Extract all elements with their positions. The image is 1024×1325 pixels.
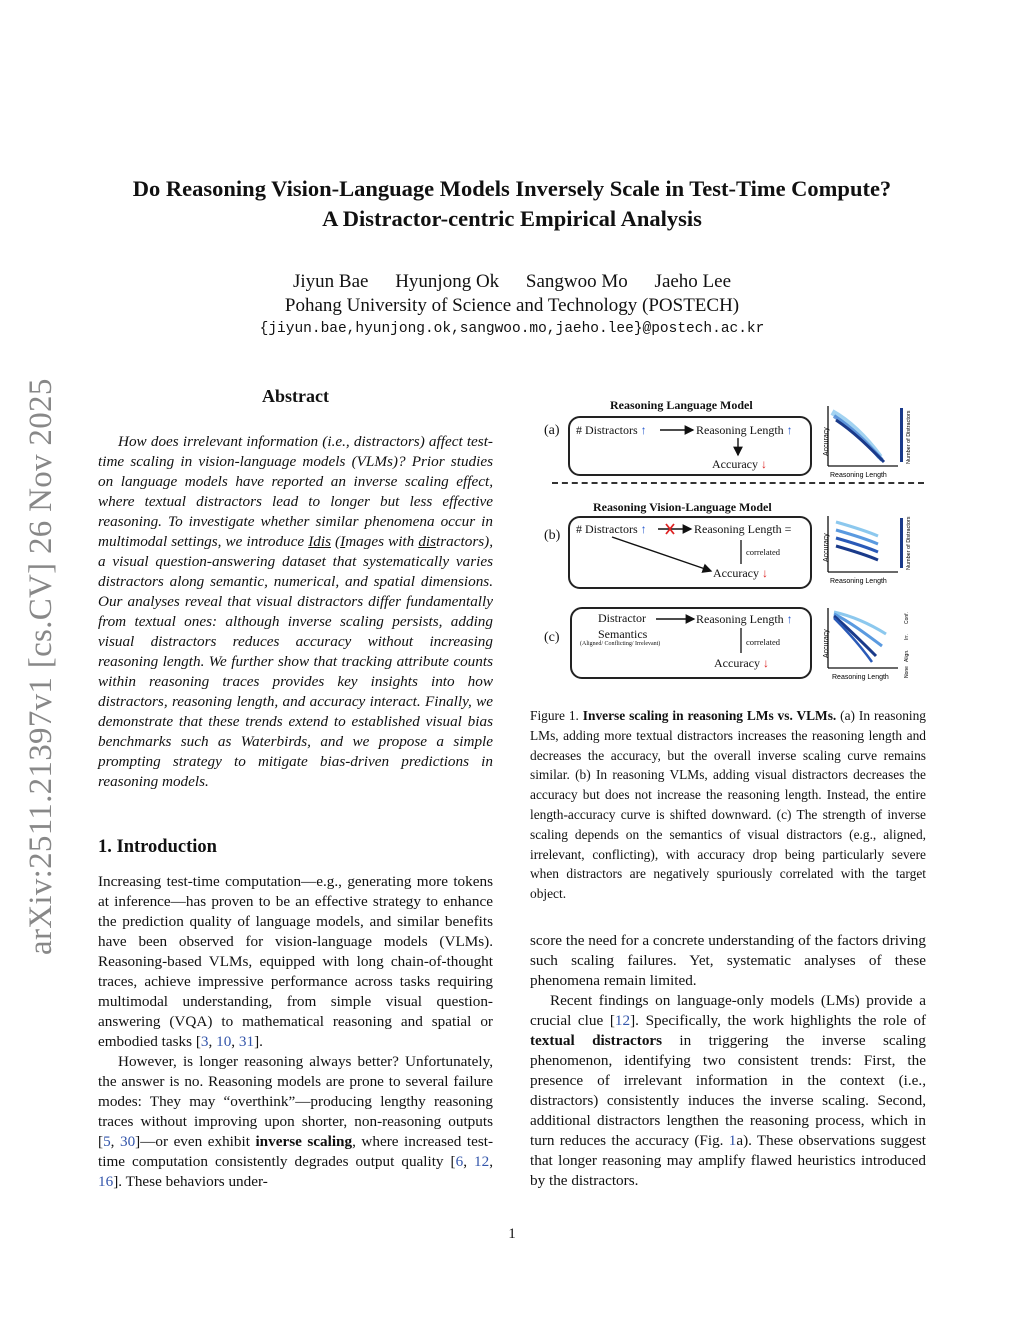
distractors-label: # Distractors bbox=[576, 423, 638, 437]
citation-link[interactable]: 16 bbox=[98, 1173, 114, 1190]
figure-1-caption: Figure 1. Inverse scaling in reasoning LMs vs. VLMs. (a) In reasoning LMs, adding more textual distractors increases the reasoning length and decreases the accuracy, but the overall inverse scaling curve remains similar. (b) In reasoning VLMs, adding visual distractors decreases the accuracy but does not increase the reasoning length. Instead, the entire length-accuracy curve is shifted downward. (c) The strength of inverse scaling depends on the semantics of visual distractors (e.g., aligned, irrelevant, conflicting), with accuracy drop being particularly severe when distractors are negatively spuriously correlated with the target object. bbox=[530, 708, 927, 902]
author-name: Sangwoo Mo bbox=[525, 271, 628, 292]
down-arrow-icon: ↓ bbox=[762, 656, 769, 670]
svg-text:None: None bbox=[904, 666, 910, 678]
author-emails: {jiyun.bae,hyunjong.ok,sangwoo.mo,jaeho.lee}@postech.ac.kr bbox=[259, 321, 765, 337]
page-number: 1 bbox=[508, 1226, 516, 1242]
up-arrow-icon: ↑ bbox=[786, 612, 793, 626]
plot-axis-label: Number of Distractors bbox=[906, 410, 912, 464]
distractor-label: Distractor bbox=[598, 611, 646, 625]
up-arrow-icon: ↑ bbox=[786, 423, 793, 437]
accuracy-label: Accuracy bbox=[712, 457, 758, 471]
citation-link[interactable]: 6 bbox=[455, 1153, 464, 1170]
up-arrow-icon: ↑ bbox=[640, 423, 647, 437]
arxiv-identifier: arXiv:2511.21397v1 [cs.CV] 26 Nov 2025 bbox=[23, 378, 59, 955]
svg-text:Irr.: Irr. bbox=[904, 634, 910, 640]
author-name: Jaeho Lee bbox=[654, 271, 732, 292]
affiliation: Pohang University of Science and Technology (POSTECH) bbox=[284, 295, 740, 316]
dataset-name: Idis bbox=[308, 533, 331, 550]
title-line-2: A Distractor-centric Empirical Analysis bbox=[322, 206, 702, 231]
up-arrow-icon: ↑ bbox=[640, 522, 647, 536]
svg-text:Reasoning Length: Reasoning Length bbox=[832, 674, 889, 681]
abstract-heading: Abstract bbox=[262, 386, 329, 406]
introduction-text bbox=[98, 872, 493, 1192]
arrow bbox=[612, 537, 711, 571]
right-paragraph-1: score the need for a concrete understanding of the factors driving such scaling failures. Yet, systematic analyses of these phenomena remain limited. bbox=[530, 932, 926, 989]
paper-title bbox=[60, 174, 964, 234]
citation-link[interactable]: 3 bbox=[200, 1033, 209, 1050]
citation-link[interactable]: 5 bbox=[103, 1133, 111, 1150]
mini-plot-b bbox=[820, 512, 916, 588]
right-column-text bbox=[530, 931, 926, 1191]
correlated-label: correlated bbox=[746, 547, 780, 557]
semantics-sublabel: (Aligned/ Conflicting/ Irrelevant) bbox=[580, 641, 661, 647]
mini-plot-c bbox=[820, 604, 916, 686]
intro-paragraph-1: Increasing test-time computation—e.g., generating more tokens at inference—has proven to be an effective strategy to enhance the prediction quality of language models, and similar benefits have been observed for vision-language models (VLMs). Reasoning-based VLMs, equipped with long chain-of-thought traces, achieve impressive performance across tasks requiring multimodal understanding, from simple visual question-answering (VQA) to mathematical reasoning and spatial or embodied tasks [3, 10, 31]. bbox=[98, 873, 493, 1050]
equals-sign: = bbox=[784, 522, 792, 536]
down-arrow-icon: ↓ bbox=[761, 566, 768, 580]
author-name: Hyunjong Ok bbox=[395, 271, 500, 292]
down-arrow-icon: ↓ bbox=[760, 457, 767, 471]
semantics-label: Semantics bbox=[598, 627, 648, 641]
citation-link[interactable]: 10 bbox=[216, 1033, 232, 1050]
figure-link[interactable]: 1 bbox=[728, 1132, 737, 1149]
abstract-text: How does irrelevant information (i.e., distractors) affect test-time scaling in vision-language models (VLMs)? Prior studies on language models have reported an inverse scaling effect, where textual distractors lead to longer but less effective reasoning. To investigate whether similar phenomena occur in multimodal settings, we introduce Idis (Images with distractors), a visual question-answering dataset that systematically varies distractors along semantic, numerical, and spatial dimensions. Our analyses reveal that visual distractors differ fundamentally from textual ones: although inverse scaling persists, adding visual distractors reduces accuracy without increasing reasoning length. We further show that tracking attribute counts within reasoning traces provides key insights into how distractors, reasoning length, and accuracy interact. Finally, we demonstrate that these trends extend to established visual bias benchmarks such as Waterbirds, and we propose a simple prompting strategy to mitigate bias-driven predictions in reasoning models. bbox=[98, 433, 493, 790]
figure-title-b: Reasoning Vision-Language Model bbox=[593, 500, 772, 514]
svg-text:Accuracy: Accuracy bbox=[823, 629, 830, 658]
plot-axis-label: Accuracy bbox=[823, 427, 830, 456]
figure-title-a: Reasoning Language Model bbox=[610, 398, 753, 412]
svg-text:Accuracy: Accuracy bbox=[823, 533, 830, 562]
panel-label-c: (c) bbox=[544, 630, 560, 645]
reasoning-length-label: Reasoning Length bbox=[696, 423, 784, 437]
svg-text:Number of Distractors: Number of Distractors bbox=[906, 516, 912, 570]
right-paragraph-2: Recent findings on language-only models (LMs) provide a crucial clue [12]. Specifically, the work highlights the role of textual distractors in triggering the inverse scaling phenomenon, identifying two consistent trends: First, the presence of irrelevant information in the context (i.e., distractors) consistently induces the inverse scaling. Second, additional distractors lengthen the reasoning process, which in turn reduces the accuracy (Fig. 1a). These observations suggest that longer reasoning may amplify flawed heuristics introduced by the distractors. bbox=[530, 992, 926, 1189]
author-list bbox=[60, 271, 964, 293]
panel-label-b: (b) bbox=[544, 528, 561, 543]
plot-axis-label: Reasoning Length bbox=[830, 472, 887, 479]
citation-link[interactable]: 12 bbox=[614, 1012, 631, 1029]
mini-plot-a bbox=[820, 402, 916, 482]
author-name: Jiyun Bae bbox=[292, 271, 369, 292]
svg-text:Align.: Align. bbox=[904, 649, 910, 662]
panel-label-a: (a) bbox=[544, 423, 560, 438]
citation-link[interactable]: 31 bbox=[238, 1033, 255, 1050]
citation-link[interactable]: 30 bbox=[119, 1133, 136, 1150]
figure-1: Reasoning Language Model (a) # Distractors ↑ Reasoning Length ↑ Accuracy ↓ Reasoning Vision-Language Model (b) # Distractors ↑ Reasoning Length = correlated Accuracy ↓ (c) Distractor Semantics (Aligned/ Conflicting/ Irrelevant) Reasoning Length ↑ correlated Accuracy ↓ Accuracy Reasoning Length Number of Distractors Accuracy Reasoning Length Number of Distractors Accuracy Reasoning Length None Align. Irr. Conf. bbox=[528, 394, 928, 694]
svg-text:Reasoning Length: Reasoning Length bbox=[830, 578, 887, 585]
title-line-1: Do Reasoning Vision-Language Models Inversely Scale in Test-Time Compute? bbox=[132, 176, 892, 201]
intro-paragraph-2: However, is longer reasoning always better? Unfortunately, the answer is no. Reasoning models are prone to several failure modes: They may “overthink”—producing lengthy reasoning traces without improving upon shorter, non-reasoning outputs [5, 30]—or even exhibit inverse scaling, where increased test-time computation consistently degrades output quality [6, 12, 16]. These behaviors under- bbox=[98, 1053, 494, 1190]
section-heading-introduction: 1. Introduction bbox=[98, 837, 217, 857]
svg-text:Conf.: Conf. bbox=[904, 612, 910, 624]
citation-link[interactable]: 12 bbox=[474, 1153, 490, 1170]
